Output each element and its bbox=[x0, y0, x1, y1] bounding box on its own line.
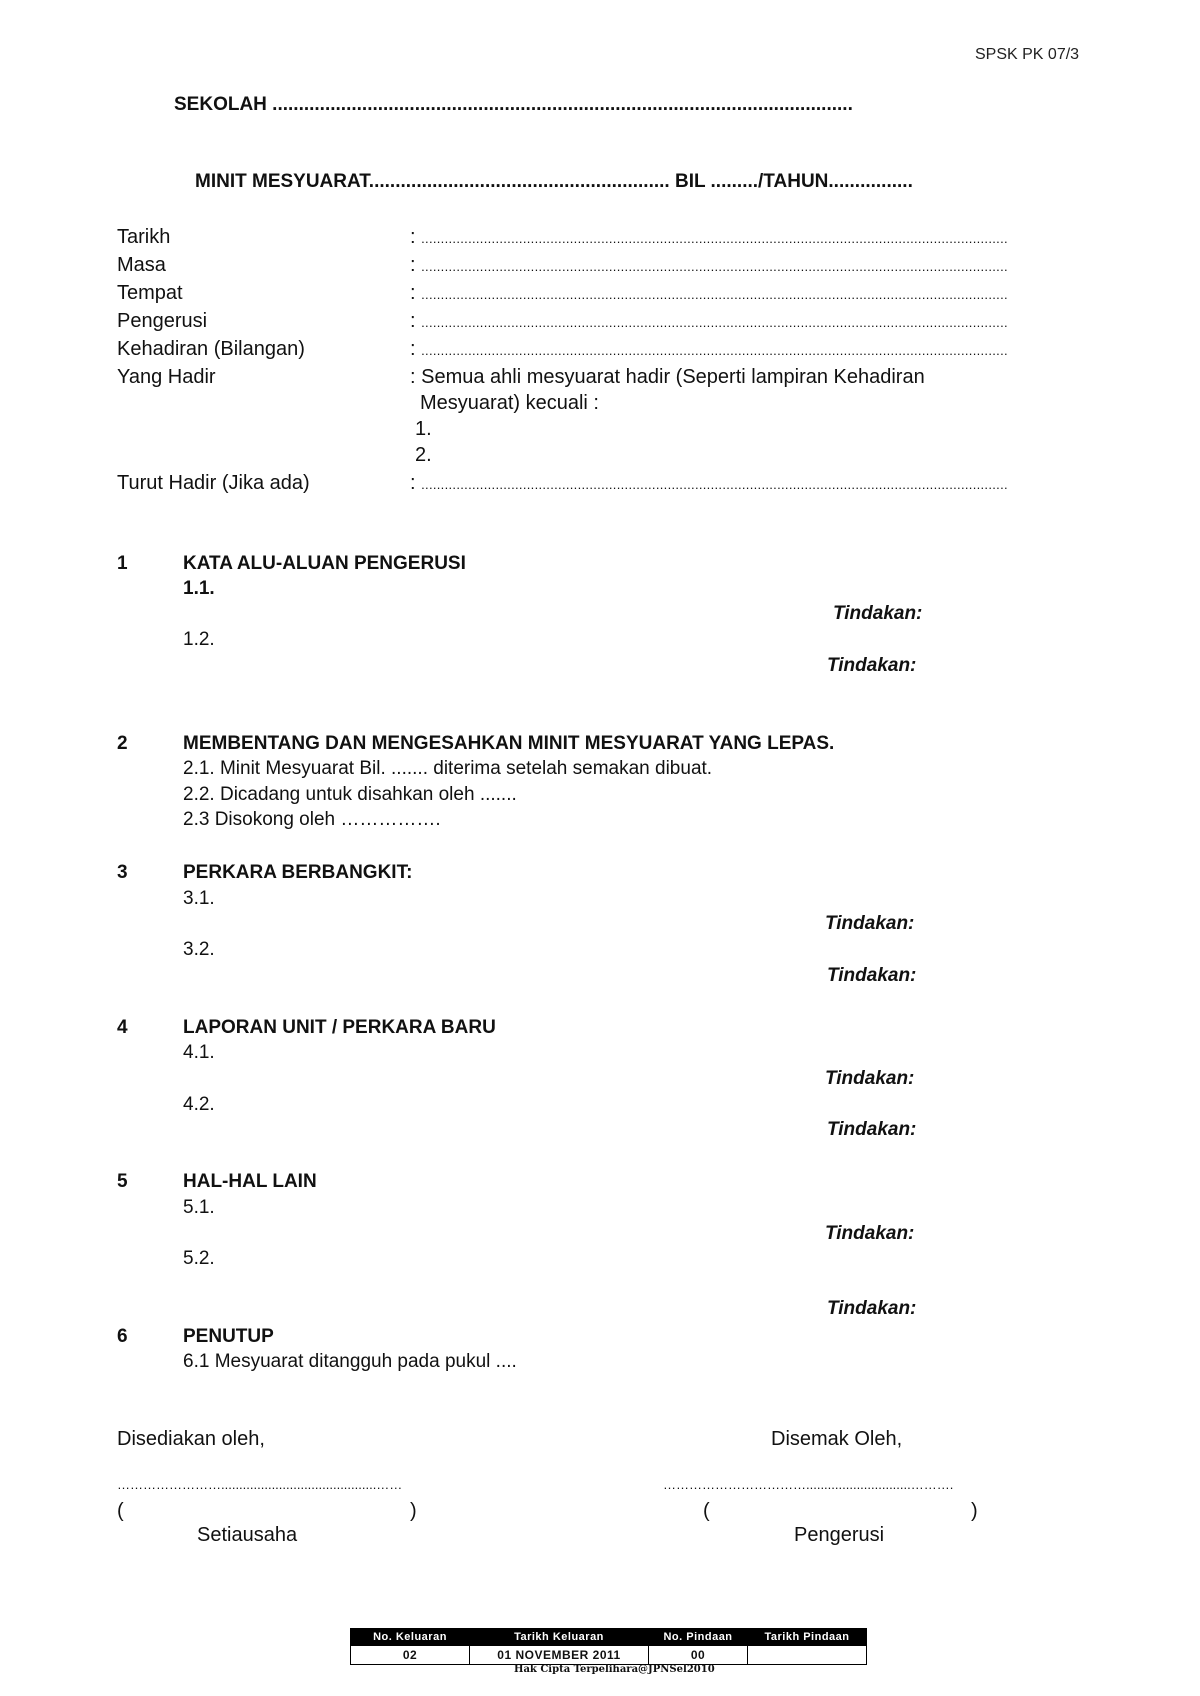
item-1-1: 1.1. bbox=[183, 578, 215, 599]
section-5-number: 5 bbox=[117, 1171, 128, 1192]
kecuali-item-2: 2. bbox=[415, 444, 432, 466]
yang-hadir-label: Yang Hadir bbox=[117, 366, 216, 388]
prepared-by-signature-line: ……………………...........................................…… bbox=[117, 1477, 403, 1492]
revision-header-no-keluaran: No. Keluaran bbox=[351, 1629, 470, 1646]
copyright-notice: Hak Cipta Terpelihara@JPNSel2010 bbox=[514, 1664, 715, 1675]
section-3-title: PERKARA BERBANGKIT: bbox=[183, 862, 413, 883]
kecuali-item-1: 1. bbox=[415, 418, 432, 440]
checked-by-paren-close: ) bbox=[971, 1500, 978, 1522]
yang-hadir-text-cont: Mesyuarat) kecuali : bbox=[420, 392, 599, 414]
kehadiran-value: : ...................................................................................................................................................... bbox=[410, 338, 1008, 360]
checked-by-paren-open: ( bbox=[703, 1500, 710, 1522]
tarikh-value: : ...................................................................................................................................................... bbox=[410, 226, 1008, 248]
pengerusi-label: Pengerusi bbox=[117, 310, 208, 332]
prepared-by-label: Disediakan oleh, bbox=[117, 1428, 265, 1450]
item-2-1: 2.1. Minit Mesyuarat Bil. ....... diterima setelah semakan dibuat. bbox=[183, 758, 713, 779]
tindakan-1-1: Tindakan: bbox=[833, 603, 923, 624]
turut-hadir-label: Turut Hadir (Jika ada) bbox=[117, 472, 310, 494]
masa-value: : ...................................................................................................................................................... bbox=[410, 254, 1008, 276]
tindakan-1-2: Tindakan: bbox=[827, 655, 917, 676]
section-2-title: MEMBENTANG DAN MENGESAHKAN MINIT MESYUARAT YANG LEPAS. bbox=[183, 733, 835, 754]
prepared-by-paren-open: ( bbox=[117, 1500, 124, 1522]
tindakan-5-1: Tindakan: bbox=[825, 1223, 915, 1244]
item-4-1: 4.1. bbox=[183, 1042, 215, 1063]
tindakan-4-1: Tindakan: bbox=[825, 1068, 915, 1089]
tindakan-3-1: Tindakan: bbox=[825, 913, 915, 934]
masa-label: Masa bbox=[117, 254, 166, 276]
section-6-number: 6 bbox=[117, 1326, 128, 1347]
kehadiran-label: Kehadiran (Bilangan) bbox=[117, 338, 305, 360]
item-1-2: 1.2. bbox=[183, 629, 215, 650]
item-3-1: 3.1. bbox=[183, 888, 215, 909]
setiausaha-title: Setiausaha bbox=[197, 1524, 298, 1546]
item-4-2: 4.2. bbox=[183, 1094, 215, 1115]
tindakan-4-2: Tindakan: bbox=[827, 1119, 917, 1140]
revision-header-tarikh-keluaran: Tarikh Keluaran bbox=[470, 1629, 649, 1646]
checked-by-signature-line: …………………………….............................………. bbox=[663, 1477, 954, 1492]
school-line: SEKOLAH .............................................................................................................. bbox=[174, 94, 853, 115]
item-5-2: 5.2. bbox=[183, 1248, 215, 1269]
section-1-number: 1 bbox=[117, 553, 128, 574]
section-4-number: 4 bbox=[117, 1017, 128, 1038]
minutes-title-line: MINIT MESYUARAT......................................................... BIL ........./TAHUN................ bbox=[195, 171, 913, 192]
checked-by-label: Disemak Oleh, bbox=[771, 1428, 903, 1450]
section-5-title: HAL-HAL LAIN bbox=[183, 1171, 317, 1192]
pengerusi-title: Pengerusi bbox=[794, 1524, 885, 1546]
revision-cell-tarikh-keluaran: 01 NOVEMBER 2011 bbox=[470, 1646, 649, 1665]
prepared-by-paren-close: ) bbox=[410, 1500, 417, 1522]
revision-header-tarikh-pindaan: Tarikh Pindaan bbox=[748, 1629, 867, 1646]
tindakan-3-2: Tindakan: bbox=[827, 965, 917, 986]
item-3-2: 3.2. bbox=[183, 939, 215, 960]
tempat-value: : ...................................................................................................................................................... bbox=[410, 282, 1008, 304]
pengerusi-value: : ...................................................................................................................................................... bbox=[410, 310, 1008, 332]
document-code: SPSK PK 07/3 bbox=[975, 46, 1080, 63]
tindakan-5-2: Tindakan: bbox=[827, 1298, 917, 1319]
revision-cell-no-pindaan: 00 bbox=[649, 1646, 748, 1665]
item-5-1: 5.1. bbox=[183, 1197, 215, 1218]
section-6-title: PENUTUP bbox=[183, 1326, 274, 1347]
revision-cell-tarikh-pindaan bbox=[748, 1646, 867, 1665]
section-1-title: KATA ALU-ALUAN PENGERUSI bbox=[183, 553, 466, 574]
section-3-number: 3 bbox=[117, 862, 128, 883]
revision-table bbox=[350, 1628, 867, 1665]
yang-hadir-text: : Semua ahli mesyuarat hadir (Seperti lampiran Kehadiran bbox=[410, 366, 925, 388]
item-6-1: 6.1 Mesyuarat ditangguh pada pukul .... bbox=[183, 1351, 517, 1372]
revision-cell-no-keluaran: 02 bbox=[351, 1646, 470, 1665]
item-2-2: 2.2. Dicadang untuk disahkan oleh ....... bbox=[183, 784, 517, 805]
tarikh-label: Tarikh bbox=[117, 226, 171, 248]
section-2-number: 2 bbox=[117, 733, 128, 754]
revision-header-no-pindaan: No. Pindaan bbox=[649, 1629, 748, 1646]
item-2-3: 2.3 Disokong oleh ……………. bbox=[183, 809, 441, 830]
turut-hadir-value: : ...................................................................................................................................................... bbox=[410, 472, 1008, 494]
section-4-title: LAPORAN UNIT / PERKARA BARU bbox=[183, 1017, 496, 1038]
tempat-label: Tempat bbox=[117, 282, 183, 304]
